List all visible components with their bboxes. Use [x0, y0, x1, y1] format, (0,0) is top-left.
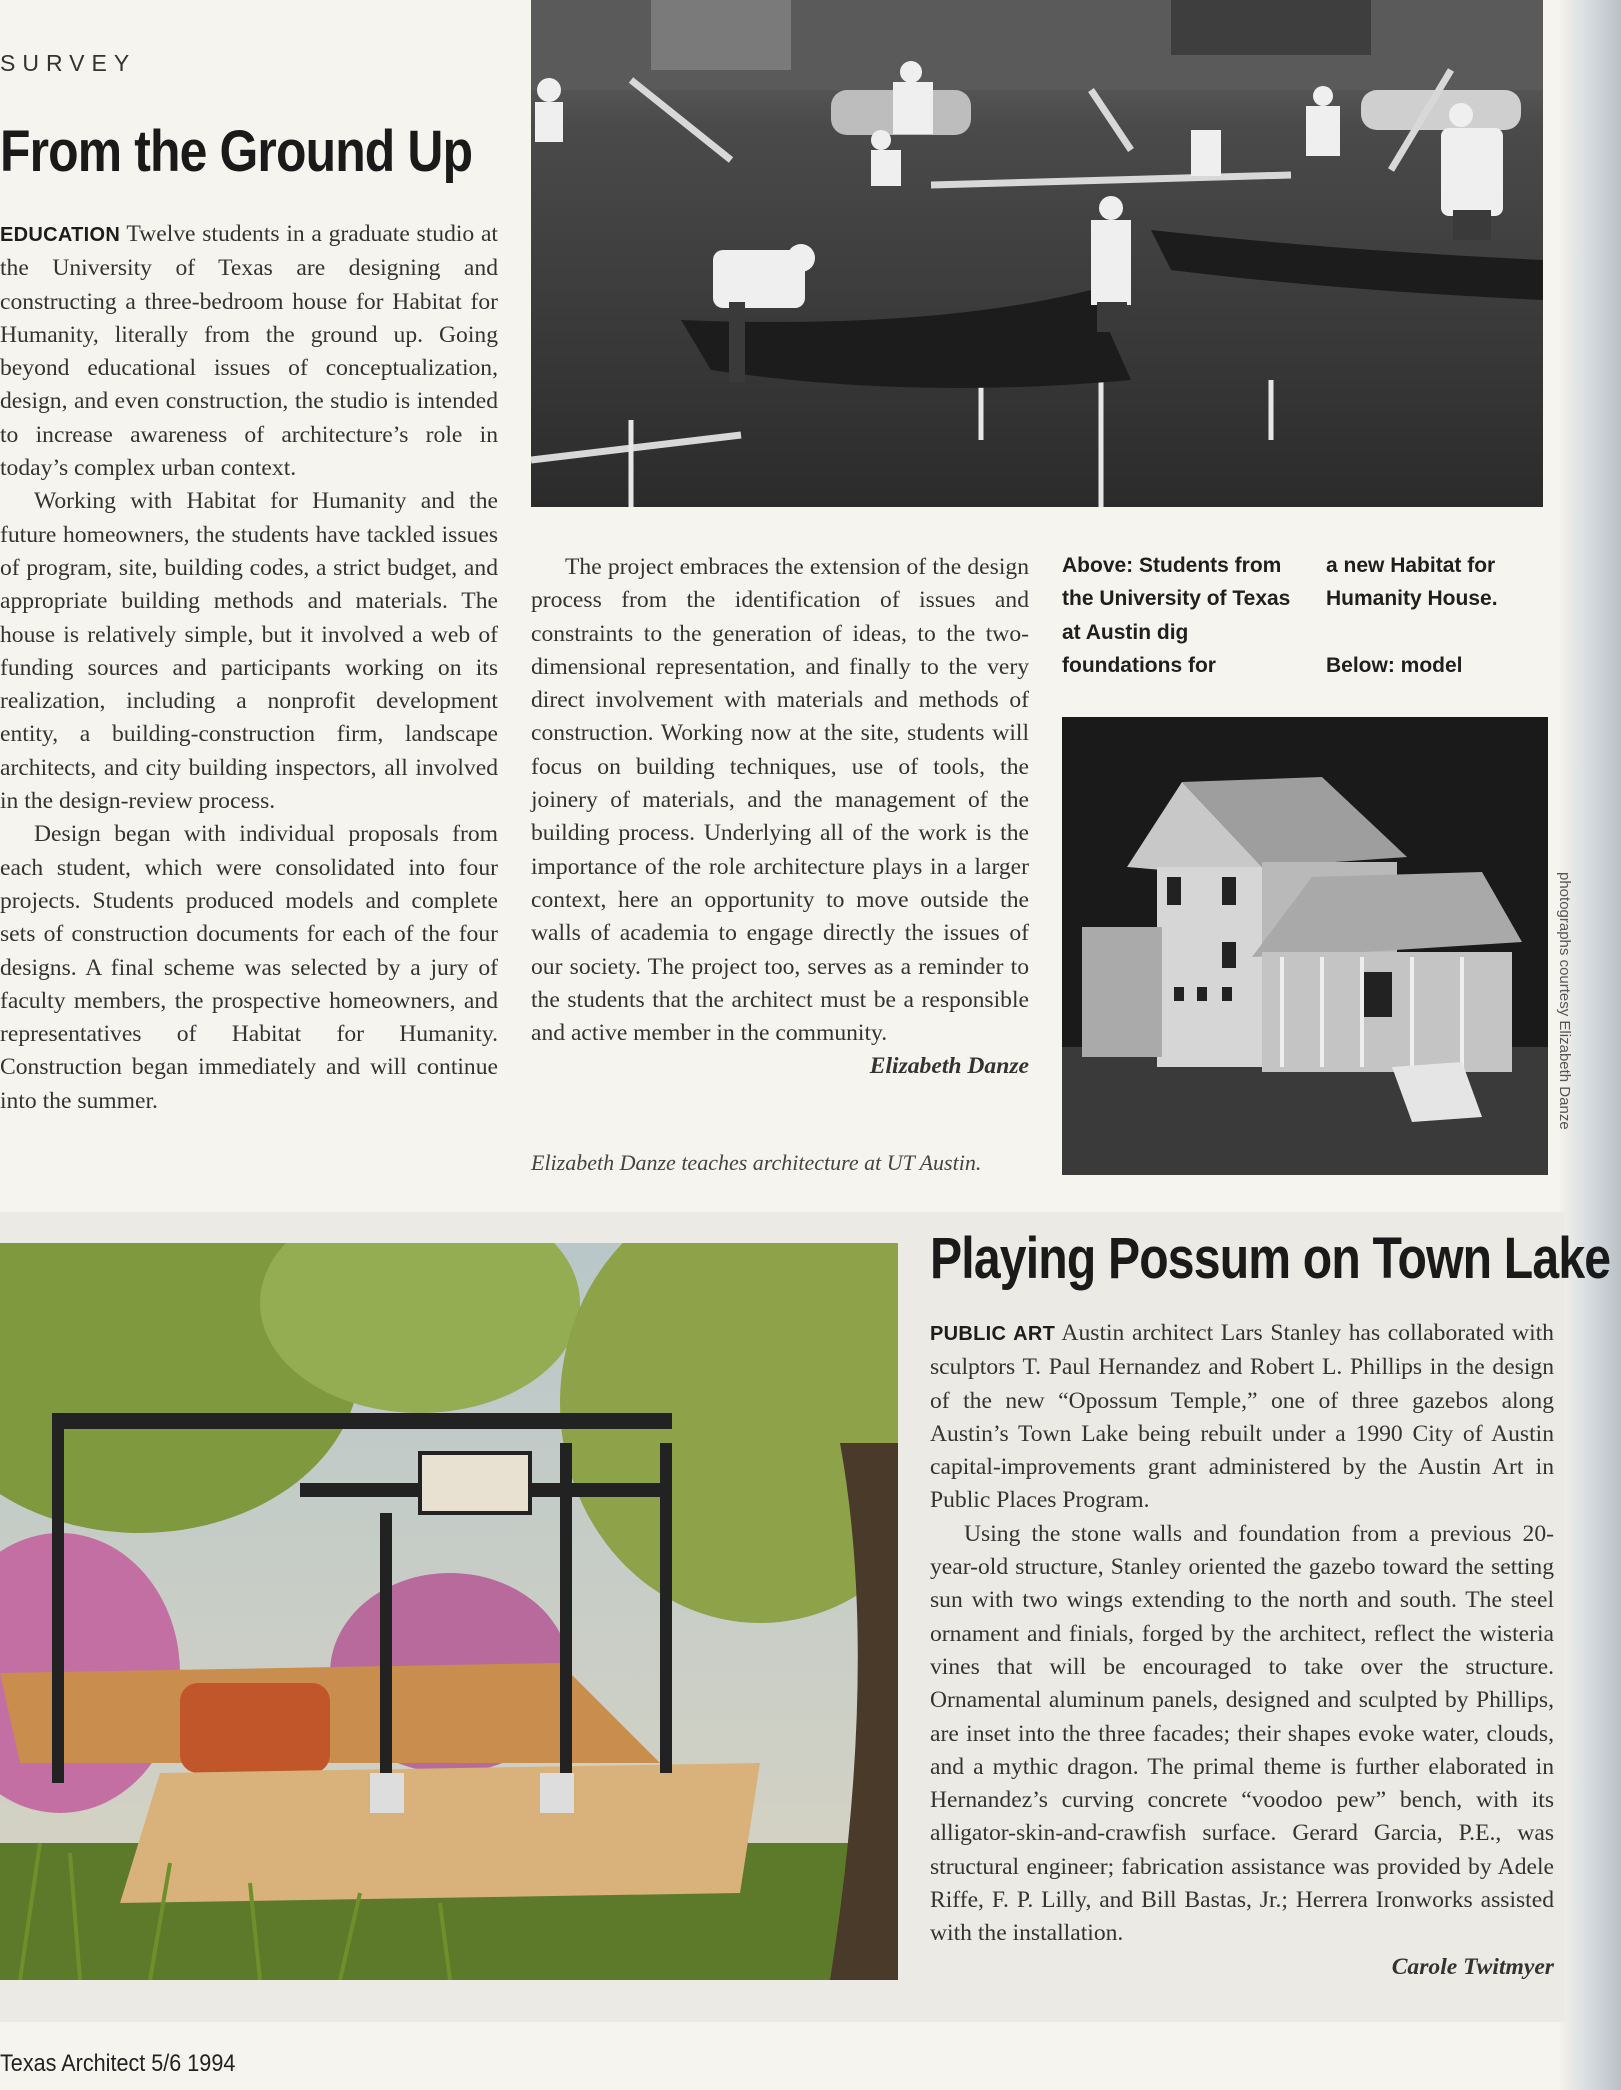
section-label: SURVEY [0, 50, 137, 76]
article1-kicker: EDUCATION [0, 224, 121, 246]
article1-byline: Elizabeth Danze [869, 1053, 1029, 1080]
author-note: Elizabeth Danze teaches architecture at UT Austin. [531, 1150, 982, 1175]
article1-para-4: The project embraces the extension of the design process from the identification of issues and constraints to the generation of ideas, to the two-dimensional representation, and finally to the very direct involvement with materials and methods of construction. Working now at the site, students will focus on building techniques, use of tools, the joinery of materials, and the management of the building process. Underlying all of the work is the importance of the role architecture plays in a larger context, here an opportunity to move outside the walls of academia to engage directly the issues of our society. The project too, serves as a reminder to the students that the architect must be a responsible and active member in the community. [531, 554, 1029, 1047]
photo-caption-below: Below: model [1326, 654, 1463, 677]
article-headline-playing-possum: Playing Possum on Town Lake [930, 1226, 1611, 1291]
article2-para-2: Using the stone walls and foundation from a previous 20-year-old structure, Stanley oriented the gazebo toward the setting sun with two wings extending to the north and south. The steel ornament and finials, forged by the architect, reflect the wisteria vines that will be encouraged to take over the structure. Ornamental aluminum panels, designed and sculpted by Phillips, are inset into the three facades; their shapes evoke water, clouds, and a mythic dragon. The primal theme is further elaborated in Hernandez’s curving concrete “voodoo pew” bench, with its alligator-skin-and-crawfish surface. Gerard Garcia, P.E., was structural engineer; fabrication assistance was provided by Adele Riffe, F. P. Lilly, and Bill Bastas, Jr.; Herrera Ironworks assisted with the installation. [930, 1520, 1554, 1947]
article1-para-3: Design began with individual proposals from each student, which were consolidated into four projects. Students produced models and complete sets of construction documents for each of the four designs. A final scheme was selected by a jury of faculty members, the prospective homeowners, and representatives of Habitat for Humanity. Construction began immediately and will continue into the summer. [0, 821, 498, 1114]
article1-para-1: Twelve students in a graduate studio at the University of Texas are designing and constructing a three-bedroom house for Habitat for Humanity, literally from the ground up. Going beyond educational issues of conceptualization, design, and even construction, the studio is intended to increase awareness of architecture’s role in today’s complex urban context. [0, 221, 498, 482]
article-headline-ground-up: From the Ground Up [0, 119, 473, 184]
article1-column-2 [531, 551, 1029, 1084]
article2-kicker: PUBLIC ART [930, 1323, 1056, 1345]
article1-column-1 [0, 218, 498, 1118]
photo-caption-continued: a new Habitat for Humanity House. [1326, 554, 1498, 611]
article1-para-2: Working with Habitat for Humanity and the future homeowners, the students have tackled issues of program, site, building codes, a strict budget, and appropriate building methods and materials. The house is relatively simple, but it involved a web of funding sources and participants working on its realization, including a nonprofit development entity, a building-construction firm, landscape architects, and city building inspectors, all involved in the design-review process. [0, 488, 498, 815]
photo-opossum-temple-gazebo [0, 1243, 898, 1980]
photo-house-model [1062, 717, 1548, 1175]
page-folio: Texas Architect 5/6 1994 [0, 2050, 236, 2077]
article2-para-1: Austin architect Lars Stanley has collaborated with sculptors T. Paul Hernandez and Robert L. Phillips in the design of the new “Opossum Temple,” one of three gazebos along Austin’s Town Lake being rebuilt under a 1990 City of Austin capital-improvements grant administered by the Austin Art in Public Places Program. [930, 1320, 1554, 1514]
article2-byline: Carole Twitmyer [1391, 1953, 1554, 1980]
article2-column [930, 1317, 1554, 1984]
photo-credit: photographs courtesy Elizabeth Danze [1556, 872, 1573, 1130]
photo-students-digging [531, 0, 1543, 507]
photo-caption-above: Above: Students from the University of Texas at Austin dig foundations for [1062, 554, 1291, 677]
